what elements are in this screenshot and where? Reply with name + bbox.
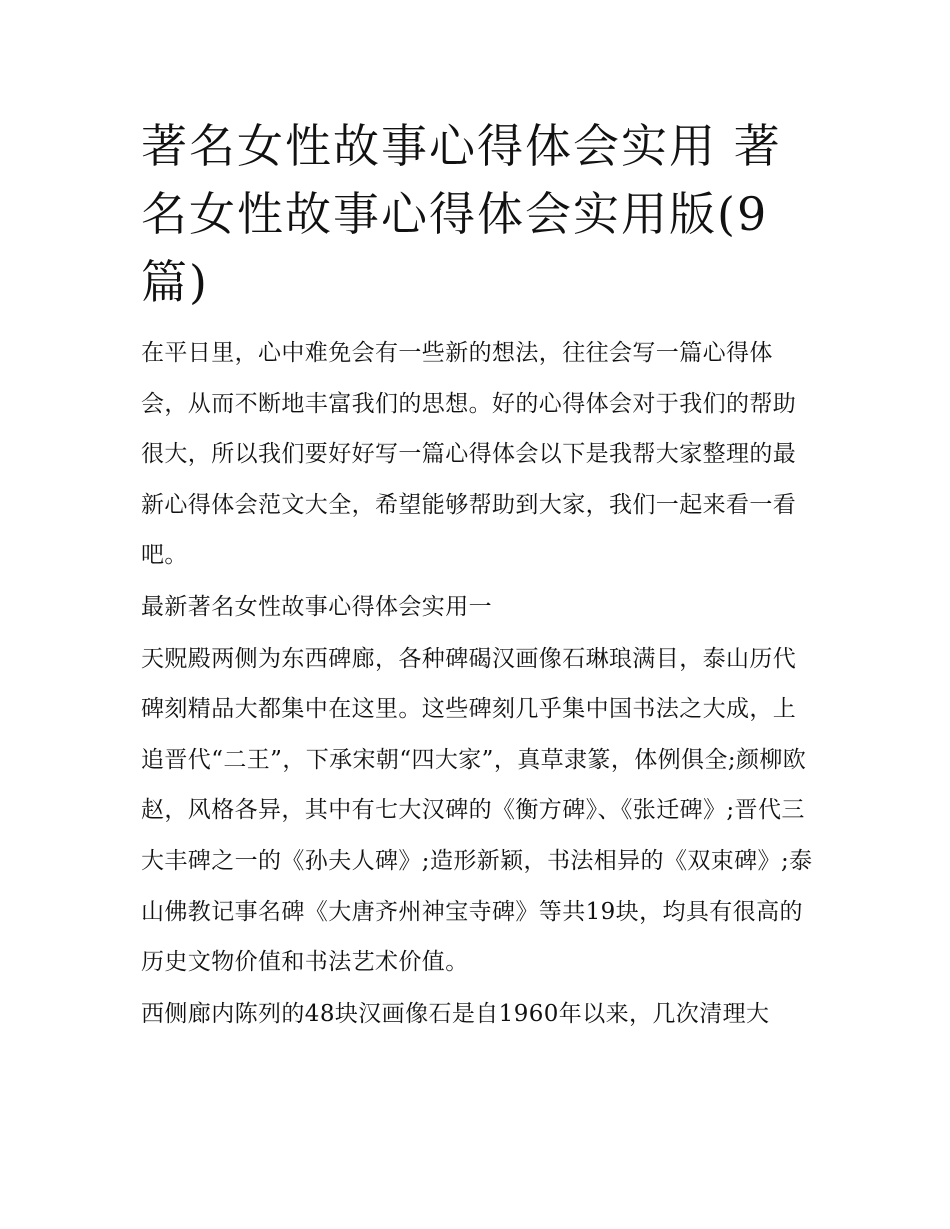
section-heading: 最新著名女性故事心得体会实用一 [141,593,492,620]
document-body [141,112,817,1039]
body-paragraph: 天贶殿两侧为东西碑廊，各种碑碣汉画像石琳琅满目，泰山历代碑刻精品大都集中在这里。这些碑刻几乎集中国书法之大成，上追晋代“二王”，下承宋朝“四大家”，真草隶篆，体例俱全;颜柳欧赵，风格各异，其中有七大汉碑的《衡方碑》、《张迁碑》;晋代三大丰碑之一的《孙夫人碑》;造形新颖，书法相异的《双束碑》;泰山佛教记事名碑《大唐齐州神宝寺碑》等共19块，均具有很高的历史文物价值和书法艺术价值。 [141,645,813,976]
document-title: 著名女性故事心得体会实用 著名女性故事心得体会实用版(9篇) [141,119,782,309]
body-paragraph: 西侧廊内陈列的48块汉画像石是自1960年以来，几次清理大 [141,1000,770,1027]
intro-paragraph: 在平日里，心中难免会有一些新的想法，往往会写一篇心得体会，从而不断地丰富我们的思想。好的心得体会对于我们的帮助很大，所以我们要好好写一篇心得体会以下是我帮大家整理的最新心得体会范文大全，希望能够帮助到大家，我们一起来看一看吧。 [141,340,797,569]
